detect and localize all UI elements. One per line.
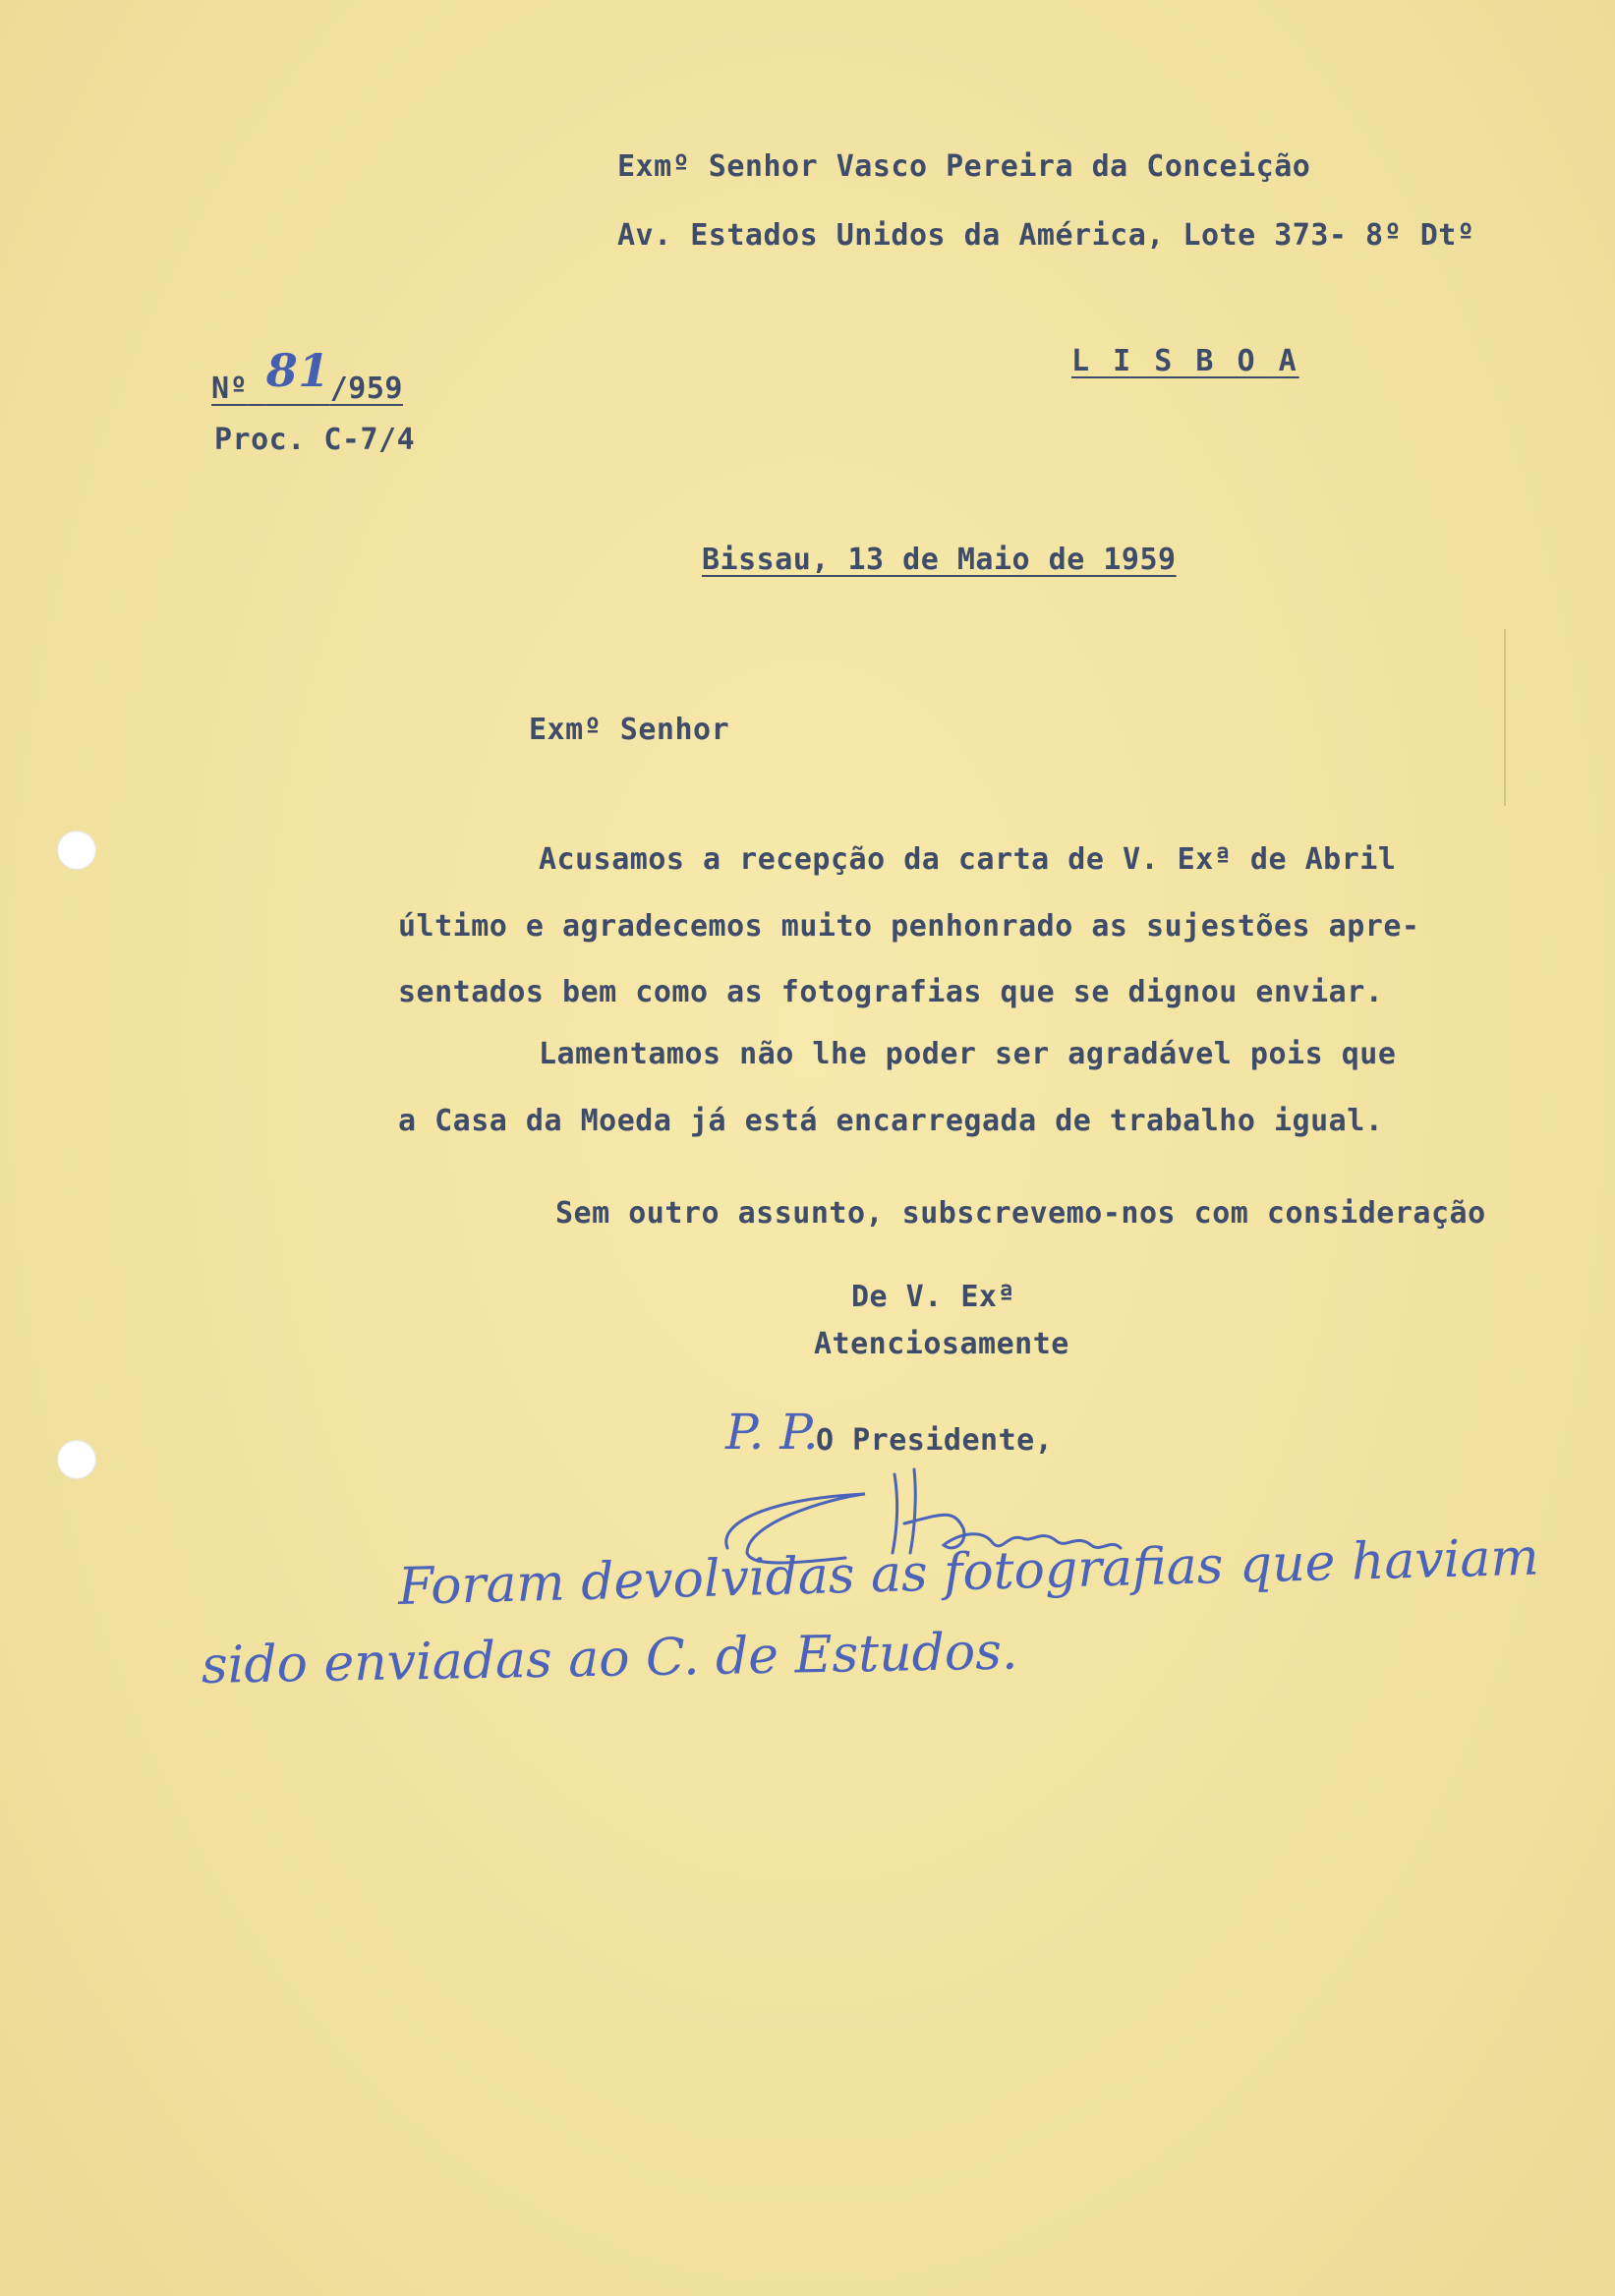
body-line-5: a Casa da Moeda já está encarregada de trabalho igual. <box>398 1104 1384 1138</box>
closing-line-2: Atenciosamente <box>814 1327 1069 1361</box>
salutation: Exmº Senhor <box>529 713 730 747</box>
signatory-title: O Presidente, <box>816 1423 1054 1458</box>
date-line: Bissau, 13 de Maio de 1959 <box>702 543 1177 577</box>
reference-number-handwritten: 81 <box>265 344 330 397</box>
handwritten-note-line-1: Foram devolvidas as fotografias que haviam <box>397 1527 1540 1617</box>
body-line-2: último e agradecemos muito penhonrado as sujestões apre- <box>398 909 1420 944</box>
closing-line-1: De V. Exª <box>851 1280 1016 1314</box>
per-procuration-mark: P. P. <box>725 1404 819 1461</box>
recipient-city: L I S B O A <box>1071 344 1299 378</box>
body-line-1: Acusamos a recepção da carta de V. Exª de Abril <box>539 842 1397 877</box>
punch-hole-bottom <box>57 1440 96 1479</box>
body-line-4: Lamentamos não lhe poder ser agradável pois que <box>539 1037 1397 1071</box>
reference-number-suffix: /959 <box>329 372 403 406</box>
body-line-3: sentados bem como as fotografias que se dignou enviar. <box>398 975 1384 1009</box>
punch-hole-top <box>57 831 96 870</box>
fold-mark <box>1504 629 1506 806</box>
body-line-6: Sem outro assunto, subscrevemo-nos com consideração <box>555 1196 1486 1231</box>
recipient-name: Exmº Senhor Vasco Pereira da Conceição <box>617 149 1311 184</box>
recipient-address: Av. Estados Unidos da América, Lote 373- 8º Dtº <box>617 218 1475 253</box>
reference-number <box>211 344 403 409</box>
process-number: Proc. C-7/4 <box>214 423 416 457</box>
handwritten-note-line-2: sido enviadas ao C. de Estudos. <box>201 1622 1018 1695</box>
reference-number-prefix: Nº <box>211 372 249 406</box>
